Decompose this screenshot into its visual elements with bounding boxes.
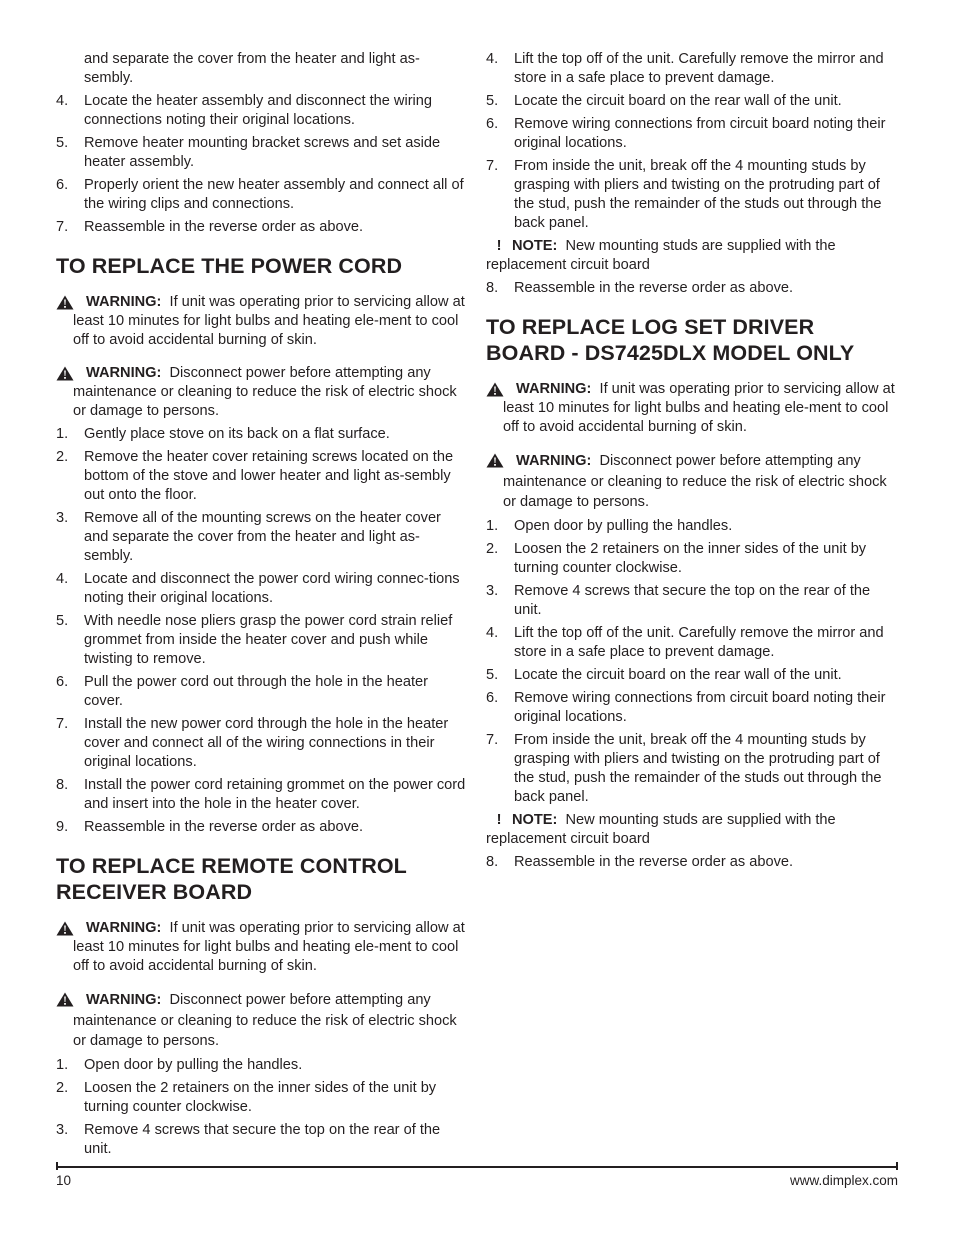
- warning-hot: WARNING: If unit was operating prior to servicing allow at least 10 minutes for light bulbs and heating ele-ment to cool off to avoid accidental burning of skin.: [56, 293, 468, 350]
- list-item: 4. Lift the top off of the unit. Carefully remove the mirror and store in a safe place to prevent damage.: [486, 51, 884, 86]
- list-item: 7. Install the new power cord through the hole in the heater cover and connect all of the wiring connections in their original locations.: [56, 716, 449, 770]
- list-item: 5. With needle nose pliers grasp the power cord strain relief grommet from inside the heater cover and push while twisting to remove.: [56, 613, 453, 667]
- log-set-steps: [486, 517, 898, 807]
- list-item: 1. Open door by pulling the handles.: [486, 517, 733, 534]
- list-item: 4. Lift the top off of the unit. Carefully remove the mirror and store in a safe place to prevent damage.: [486, 624, 884, 660]
- exclamation-icon: !: [496, 811, 502, 828]
- warning-power: WARNING: Disconnect power before attempting any maintenance or cleaning to reduce the risk of electric shock or damage to persons.: [56, 364, 468, 421]
- list-item: 6. Properly orient the new heater assembly and connect all of the wiring clips and connections.: [56, 177, 464, 212]
- exclamation-icon: !: [496, 238, 502, 254]
- warning-hot: WARNING: If unit was operating prior to servicing allow at least 10 minutes for light bulbs and heating ele-ment to cool off to avoid accidental burning of skin.: [56, 919, 468, 976]
- warning-triangle-icon: [56, 921, 74, 936]
- footer-rule-tick-left: [56, 1162, 58, 1170]
- list-item: 7. Reassemble in the reverse order as above.: [56, 219, 364, 235]
- list-item: 1. Gently place stove on its back on a flat surface.: [56, 426, 390, 442]
- website-link[interactable]: www.dimplex.com: [789, 1173, 898, 1188]
- footer-rule: [56, 1166, 898, 1168]
- list-item: 2. Loosen the 2 retainers on the inner sides of the unit by turning counter clockwise.: [486, 540, 867, 576]
- warning-triangle-icon: [56, 366, 74, 381]
- list-item: 2. Remove the heater cover retaining screws located on the bottom of the stove and lower heater and light as-sembly out onto the floor.: [56, 449, 454, 503]
- list-item: 6. Pull the power cord out through the hole in the heater cover.: [56, 674, 428, 709]
- warning-triangle-icon: [56, 992, 74, 1007]
- list-item: 5. Locate the circuit board on the rear wall of the unit.: [486, 666, 842, 683]
- section-title-power-cord: TO REPLACE THE POWER CORD: [56, 254, 403, 278]
- list-item: 3. Remove 4 screws that secure the top on the rear of the unit.: [486, 582, 871, 618]
- left-column: [56, 50, 468, 1163]
- intro-continuation: and separate the cover from the heater and light as-sembly.: [84, 51, 420, 86]
- list-item: 8. Reassemble in the reverse order as above.: [486, 853, 794, 870]
- remote-steps-continued: [486, 50, 898, 233]
- list-item: 6. Remove wiring connections from circuit board noting their original locations.: [486, 689, 886, 725]
- list-item: 5. Remove heater mounting bracket screws and set aside heater assembly.: [56, 135, 441, 170]
- section-title-log-set-driver: TO REPLACE LOG SET DRIVER BOARD - DS7425DLX MODEL ONLY: [486, 315, 855, 365]
- list-item: 8. Reassemble in the reverse order as above.: [486, 280, 794, 296]
- list-item: 6. Remove wiring connections from circuit board noting their original locations.: [486, 116, 886, 151]
- list-item: 4. Locate and disconnect the power cord wiring connec-tions noting their original locations.: [56, 571, 460, 606]
- list-item: 7. From inside the unit, break off the 4 mounting studs by grasping with pliers and twisting on the protruding part of the stud, push the remainder of the studs out through the back panel.: [486, 731, 882, 805]
- footer-rule-tick-right: [896, 1162, 898, 1170]
- warning-power: WARNING: Disconnect power before attempting any maintenance or cleaning to reduce the risk of electric shock or damage to persons.: [56, 990, 468, 1052]
- intro-list: [56, 92, 468, 237]
- note: ! NOTE: New mounting studs are supplied with the replacement circuit board: [486, 811, 836, 847]
- remote-steps: [56, 1056, 468, 1159]
- list-item: 9. Reassemble in the reverse order as above.: [56, 819, 364, 835]
- section-title-remote-receiver: TO REPLACE REMOTE CONTROL RECEIVER BOARD: [56, 854, 407, 904]
- warning-hot: WARNING: If unit was operating prior to servicing allow at least 10 minutes for light bulbs and heating ele-ment to cool off to avoid accidental burning of skin.: [486, 380, 898, 437]
- list-item: 5. Locate the circuit board on the rear wall of the unit.: [486, 93, 842, 109]
- list-item: 4. Locate the heater assembly and disconnect the wiring connections noting their original locations.: [56, 93, 433, 128]
- warning-power: WARNING: Disconnect power before attempting any maintenance or cleaning to reduce the risk of electric shock or damage to persons.: [486, 451, 898, 513]
- note: ! NOTE: New mounting studs are supplied with the replacement circuit board: [486, 238, 836, 273]
- list-item: 2. Loosen the 2 retainers on the inner sides of the unit by turning counter clockwise.: [56, 1079, 437, 1115]
- page-number: 10: [56, 1173, 72, 1188]
- warning-triangle-icon: [486, 382, 504, 397]
- power-cord-steps: [56, 425, 468, 837]
- right-column: [486, 50, 898, 876]
- warning-triangle-icon: [56, 295, 74, 310]
- list-item: 8. Install the power cord retaining grommet on the power cord and insert into the hole in the heater cover.: [56, 777, 466, 812]
- warning-triangle-icon: [486, 453, 504, 468]
- list-item: 3. Remove all of the mounting screws on the heater cover and separate the cover from the heater and light as-sembly.: [56, 510, 441, 564]
- list-item: 1. Open door by pulling the handles.: [56, 1056, 303, 1073]
- list-item: 3. Remove 4 screws that secure the top on the rear of the unit.: [56, 1121, 441, 1157]
- list-item: 7. From inside the unit, break off the 4 mounting studs by grasping with pliers and twisting on the protruding part of the stud, push the remainder of the studs out through the back panel.: [486, 158, 882, 231]
